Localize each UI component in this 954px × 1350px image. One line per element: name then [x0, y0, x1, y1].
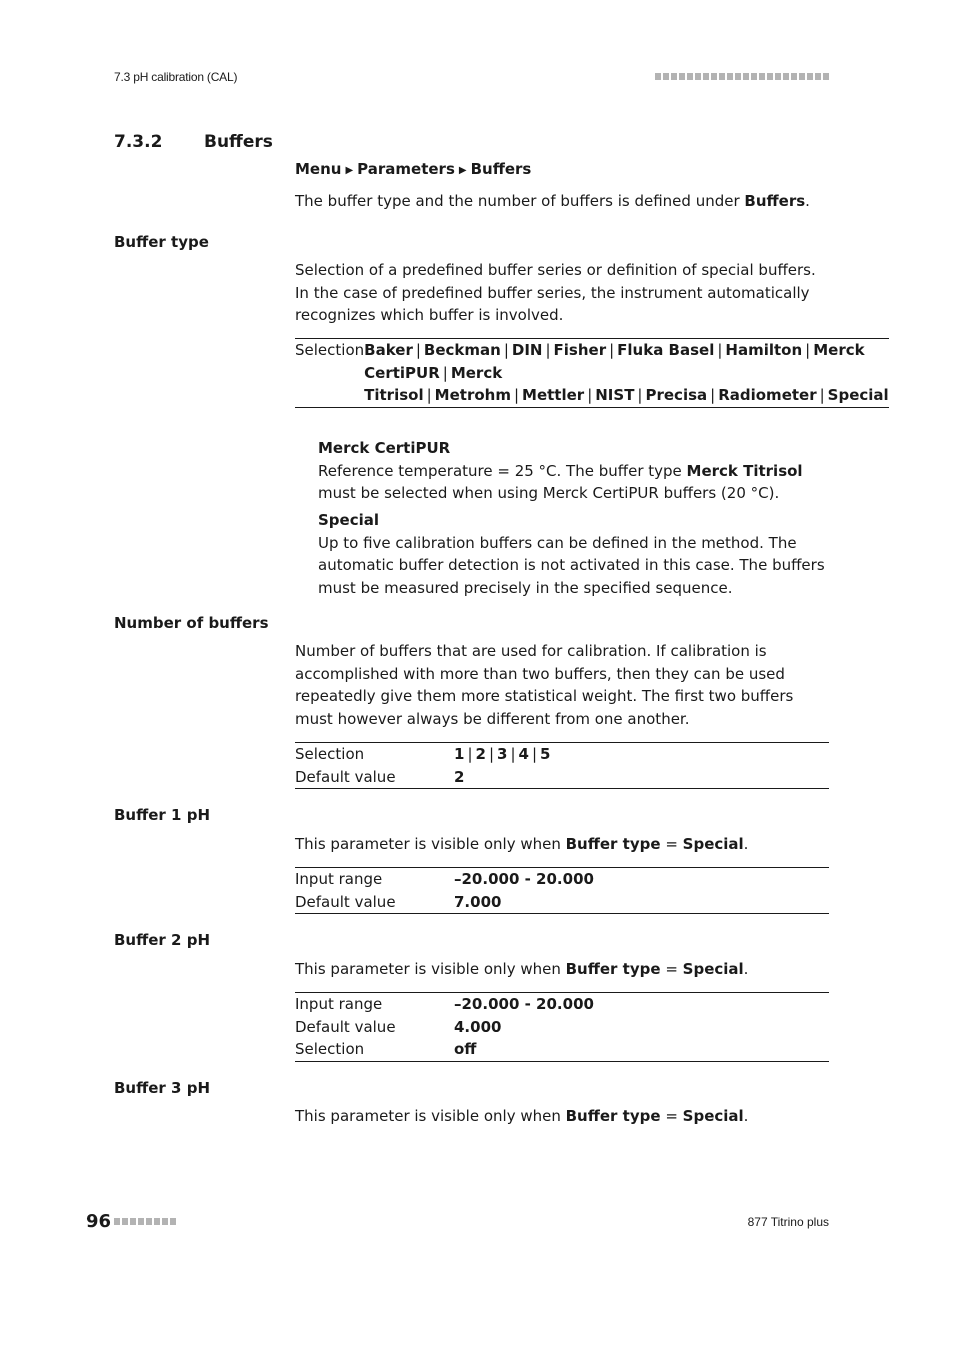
- note-special: [318, 509, 830, 599]
- decor-square: [170, 1218, 176, 1225]
- decor-square: [679, 73, 685, 80]
- input-range-value: –20.000 - 20.000: [454, 870, 594, 888]
- visibility-param: Buffer type: [565, 960, 661, 978]
- option-value: 5: [540, 745, 551, 763]
- decor-square: [130, 1218, 136, 1225]
- option-value: Radiometer: [718, 386, 817, 405]
- decor-square: [154, 1218, 160, 1225]
- separator: |: [819, 386, 825, 405]
- visibility-eq: =: [660, 1107, 683, 1125]
- number-of-buffers-table: [295, 742, 829, 789]
- visibility-end: .: [743, 835, 749, 853]
- decor-square: [767, 73, 773, 80]
- visibility-value: Special: [682, 835, 744, 853]
- separator: |: [467, 745, 473, 763]
- param-label-number-of-buffers: Number of buffers: [114, 614, 269, 632]
- option-value: 1: [454, 745, 465, 763]
- separator: |: [513, 386, 520, 405]
- separator: |: [609, 341, 615, 359]
- input-range-label: Input range: [295, 995, 383, 1013]
- selection-label: Selection: [295, 341, 365, 359]
- table-row: [295, 993, 829, 1016]
- separator: |: [510, 745, 516, 763]
- default-value: 4.000: [454, 1017, 502, 1036]
- default-label: Default value: [295, 1017, 396, 1036]
- decor-square: [695, 73, 701, 80]
- table-row: [295, 891, 829, 914]
- option-value: Merck CertiPUR: [364, 341, 865, 382]
- option-value: Fluka Basel: [617, 341, 715, 359]
- separator: |: [488, 745, 494, 763]
- separator: |: [503, 341, 509, 359]
- footer-decor-squares: [114, 1218, 176, 1225]
- note-text-bold: Merck Titrisol: [686, 461, 803, 480]
- decor-square: [671, 73, 677, 80]
- triangle-right-icon: ▶: [458, 165, 467, 176]
- buffer-2-table: [295, 992, 829, 1062]
- default-label: Default value: [295, 767, 396, 786]
- decor-square: [663, 73, 669, 80]
- visibility-end: .: [743, 1107, 749, 1125]
- param-label-buffer-3-ph: Buffer 3 pH: [114, 1079, 211, 1097]
- running-header-title: 7.3 pH calibration (CAL): [114, 70, 238, 84]
- decor-square: [687, 73, 693, 80]
- note-text: [318, 460, 830, 505]
- section-title: Buffers: [204, 132, 273, 152]
- option-value: Baker: [364, 341, 413, 359]
- buffer-type-options: [364, 339, 889, 408]
- decor-square: [807, 73, 813, 80]
- separator: |: [415, 341, 421, 359]
- note-merck-certipur: [318, 437, 830, 505]
- selection-label: Selection: [295, 745, 365, 763]
- decor-square: [783, 73, 789, 80]
- decor-square: [799, 73, 805, 80]
- decor-square: [122, 1218, 128, 1225]
- decor-square: [759, 73, 765, 80]
- option-value: Hamilton: [725, 341, 803, 359]
- note-title: Merck CertiPUR: [318, 439, 451, 457]
- table-row: [295, 1038, 829, 1061]
- buffer-1-table: [295, 867, 829, 914]
- decor-square: [751, 73, 757, 80]
- intro-text: The buffer type and the number of buffers is defined under: [295, 192, 745, 210]
- buffer-2-visibility-note: [295, 958, 829, 981]
- decor-square: [823, 73, 829, 80]
- buffer-1-visibility-note: [295, 833, 829, 856]
- param-label-buffer-1-ph: Buffer 1 pH: [114, 806, 211, 824]
- buffer-type-description: Selection of a predefined buffer series or definition of special buffers. In the case of predefined buffer series, the instrument automatically recognizes which buffer is involved.: [295, 261, 816, 325]
- decor-square: [815, 73, 821, 80]
- selection-label: Selection: [295, 1040, 365, 1059]
- option-value: Mettler: [522, 386, 585, 405]
- input-range-label: Input range: [295, 870, 383, 888]
- visibility-value: Special: [682, 1107, 744, 1125]
- note-title: Special: [318, 511, 380, 529]
- table-row: [295, 1016, 829, 1039]
- note-text-part: must be selected when using Merck CertiPUR buffers (20 °C).: [318, 484, 780, 503]
- buffer-type-table: [295, 338, 889, 408]
- option-value: Beckman: [423, 341, 501, 359]
- visibility-text: This parameter is visible only when: [295, 1107, 566, 1125]
- separator: |: [805, 341, 811, 359]
- section-number: 7.3.2: [114, 132, 163, 152]
- menu-path-breadcrumb: [295, 158, 829, 184]
- number-options: [454, 743, 829, 766]
- buffer-3-visibility-note: [295, 1105, 829, 1128]
- breadcrumb-item-menu: Menu: [295, 160, 342, 178]
- default-value: 7.000: [454, 892, 502, 911]
- decor-square: [719, 73, 725, 80]
- visibility-eq: =: [660, 960, 683, 978]
- visibility-param: Buffer type: [565, 1107, 661, 1125]
- param-label-buffer-type: Buffer type: [114, 233, 209, 251]
- visibility-text: This parameter is visible only when: [295, 960, 566, 978]
- option-value: 2: [475, 745, 486, 763]
- selection-value: off: [454, 1040, 477, 1059]
- breadcrumb-item-parameters: Parameters: [357, 160, 455, 178]
- separator: |: [426, 386, 432, 405]
- option-value: 3: [497, 745, 508, 763]
- number-of-buffers-description: Number of buffers that are used for calibration. If calibration is accomplished with more than two buffers, then they can be used repeatedly give them more statistical weight. The first two buffers must however always be different from one another.: [295, 642, 794, 728]
- option-value: Special: [827, 386, 889, 405]
- decor-square: [711, 73, 717, 80]
- visibility-end: .: [743, 960, 749, 978]
- option-value: DIN: [511, 341, 543, 359]
- param-label-buffer-2-ph: Buffer 2 pH: [114, 931, 211, 949]
- decor-square: [114, 1218, 120, 1225]
- table-row: [295, 766, 829, 789]
- separator: |: [717, 341, 723, 359]
- default-value: 2: [454, 767, 465, 786]
- visibility-value: Special: [682, 960, 744, 978]
- decor-square: [743, 73, 749, 80]
- product-name: 877 Titrino plus: [747, 1215, 829, 1229]
- note-text-part: Reference temperature = 25 °C. The buffer type: [318, 461, 687, 480]
- decor-square: [655, 73, 661, 80]
- option-value: Metrohm: [434, 386, 511, 405]
- default-label: Default value: [295, 892, 396, 911]
- decor-square: [703, 73, 709, 80]
- decor-square: [727, 73, 733, 80]
- intro-bold: Buffers: [744, 192, 806, 210]
- visibility-param: Buffer type: [565, 835, 661, 853]
- table-row: [295, 868, 829, 891]
- triangle-right-icon: ▶: [345, 165, 354, 176]
- decor-square: [791, 73, 797, 80]
- option-value: Precisa: [645, 386, 708, 405]
- breadcrumb-item-buffers: Buffers: [470, 160, 532, 178]
- header-decor-squares: [655, 73, 829, 80]
- separator: |: [531, 745, 537, 763]
- separator: |: [710, 386, 716, 405]
- visibility-text: This parameter is visible only when: [295, 835, 566, 853]
- intro-end: .: [805, 192, 810, 210]
- option-value: Fisher: [553, 341, 607, 359]
- separator: |: [442, 363, 448, 382]
- decor-square: [735, 73, 741, 80]
- table-row: [295, 743, 829, 766]
- page-number: 96: [86, 1211, 112, 1232]
- table-row: [295, 339, 889, 408]
- note-text: Up to five calibration buffers can be defined in the method. The automatic buffer detection is not activated in this case. The buffers must be measured precisely in the specified sequence.: [318, 533, 825, 597]
- separator: |: [637, 386, 643, 405]
- decor-square: [162, 1218, 168, 1225]
- visibility-eq: =: [660, 835, 683, 853]
- decor-square: [775, 73, 781, 80]
- decor-square: [138, 1218, 144, 1225]
- decor-square: [146, 1218, 152, 1225]
- option-value: NIST: [595, 386, 635, 405]
- option-value: Merck Titrisol: [364, 363, 503, 405]
- input-range-value: –20.000 - 20.000: [454, 995, 594, 1013]
- separator: |: [587, 386, 593, 405]
- option-value: 4: [518, 745, 529, 763]
- section-intro: [295, 190, 829, 213]
- separator: |: [545, 341, 551, 359]
